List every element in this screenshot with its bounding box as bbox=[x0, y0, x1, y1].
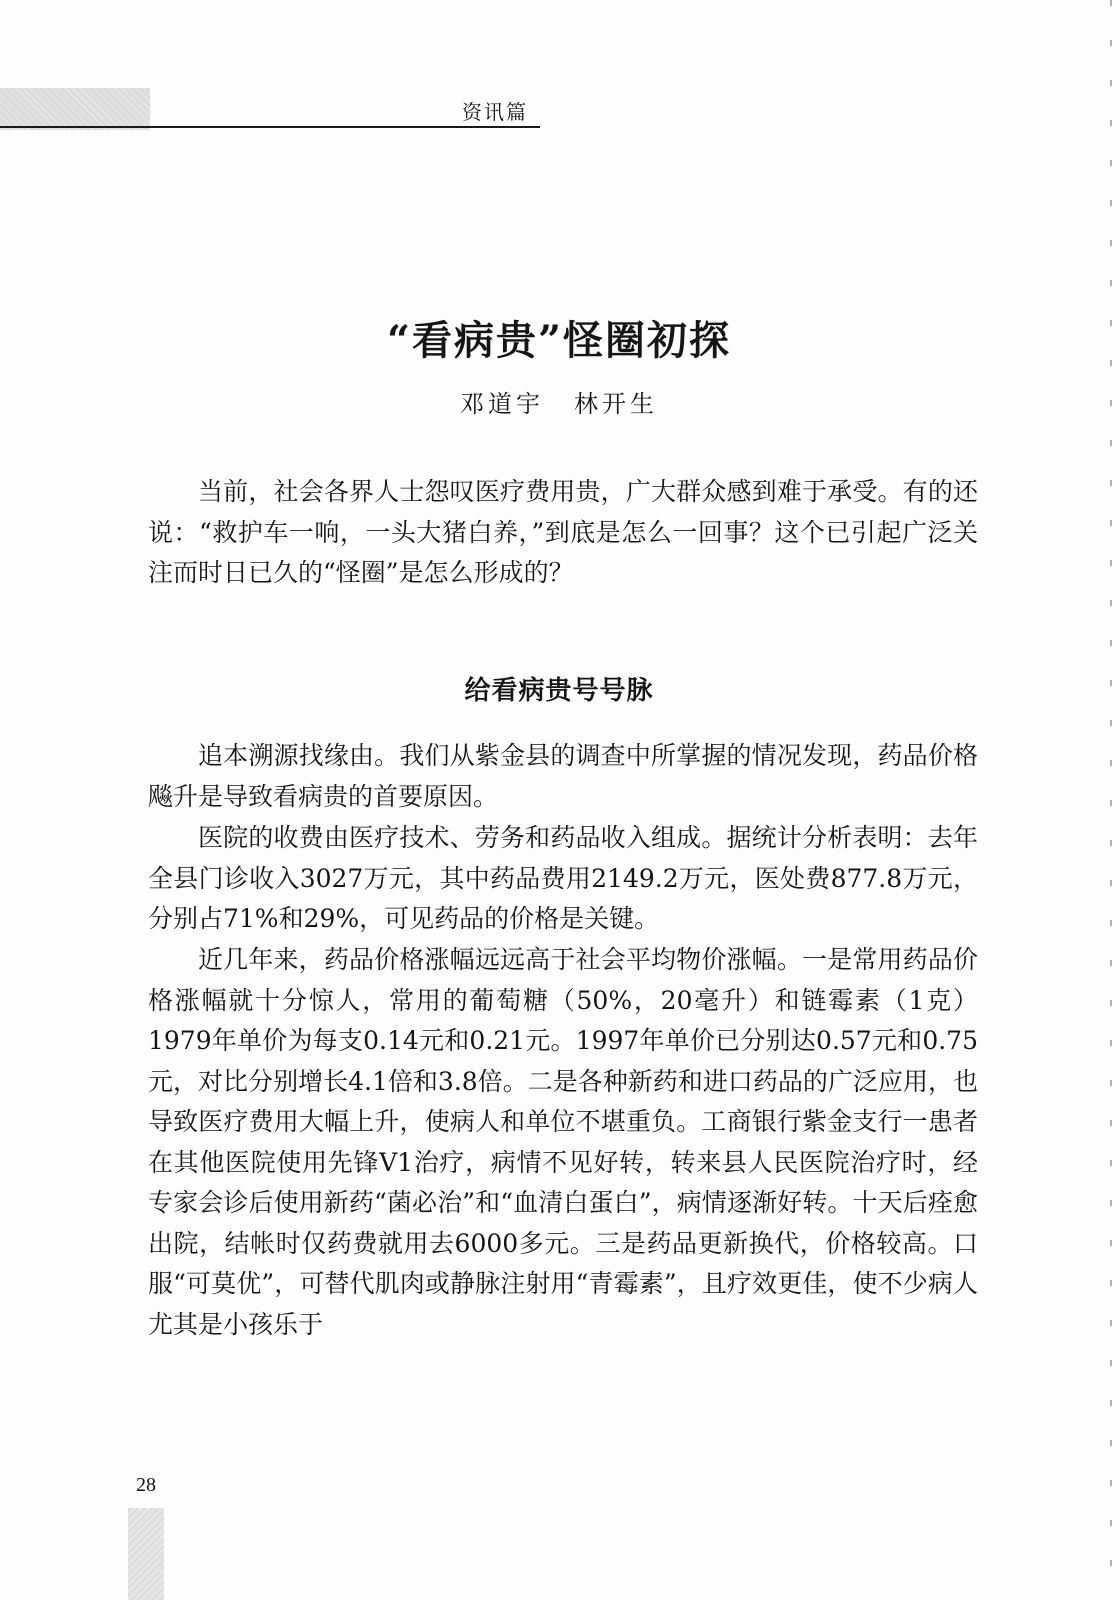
scan-shading-bottom bbox=[128, 1508, 164, 1600]
scan-edge-right bbox=[1110, 0, 1112, 1600]
scan-shading-top bbox=[0, 88, 150, 130]
intro-paragraph: 当前，社会各界人士怨叹医疗费用贵，广大群众感到难于承受。有的还说：“救护车一响，一头大猪白养，”到底是怎么一回事？这个已引起广泛关注而时日已久的“怪圈”是怎么形成的？ bbox=[148, 477, 978, 587]
body-paragraph: 追本溯源找缘由。我们从紫金县的调查中所掌握的情况发现，药品价格飚升是导致看病贵的首要原因。 bbox=[148, 741, 978, 811]
author-name: 邓道宇 bbox=[460, 390, 544, 418]
body-paragraph: 近几年来，药品价格涨幅远远高于社会平均物价涨幅。一是常用药品价格涨幅就十分惊人，常用的葡萄糖（50%，20毫升）和链霉素（1克）1979年单价为每支0.14元和0.21元。1997年单价已分别达0.57元和0.75元，对比分别增长4.1倍和3.8倍。二是各种新药和进口药品的广泛应用，也导致医疗费用大幅上升，使病人和单位不堪重负。工商银行紫金支行一患者在其他医院使用先锋V1治疗，病情不见好转，转来县人民医院治疗时，经专家会诊后使用新药“菌必治”和“血清白蛋白”，病情逐渐好转。十天后痊愈出院，结帐时仅药费就用去6000多元。三是药品更新换代，价格较高。口服“可莫优”，可替代肌肉或静脉注射用“青霉素”，且疗效更佳，使不少病人尤其是小孩乐于 bbox=[148, 945, 978, 1339]
header-rule bbox=[0, 126, 540, 128]
author-line bbox=[0, 384, 1118, 419]
article-title: “看病贵”怪圈初探 bbox=[386, 316, 731, 364]
author-name: 林开生 bbox=[574, 390, 658, 418]
section-heading: 给看病贵号号脉 bbox=[464, 675, 654, 706]
page-number: 28 bbox=[136, 1474, 156, 1496]
running-header: 资讯篇 bbox=[462, 100, 528, 124]
body-paragraph: 医院的收费由医疗技术、劳务和药品收入组成。据统计分析表明：去年全县门诊收入3027万元，其中药品费用2149.2万元，医处费877.8万元，分别占71%和29%，可见药品的价格是关键。 bbox=[148, 823, 978, 933]
